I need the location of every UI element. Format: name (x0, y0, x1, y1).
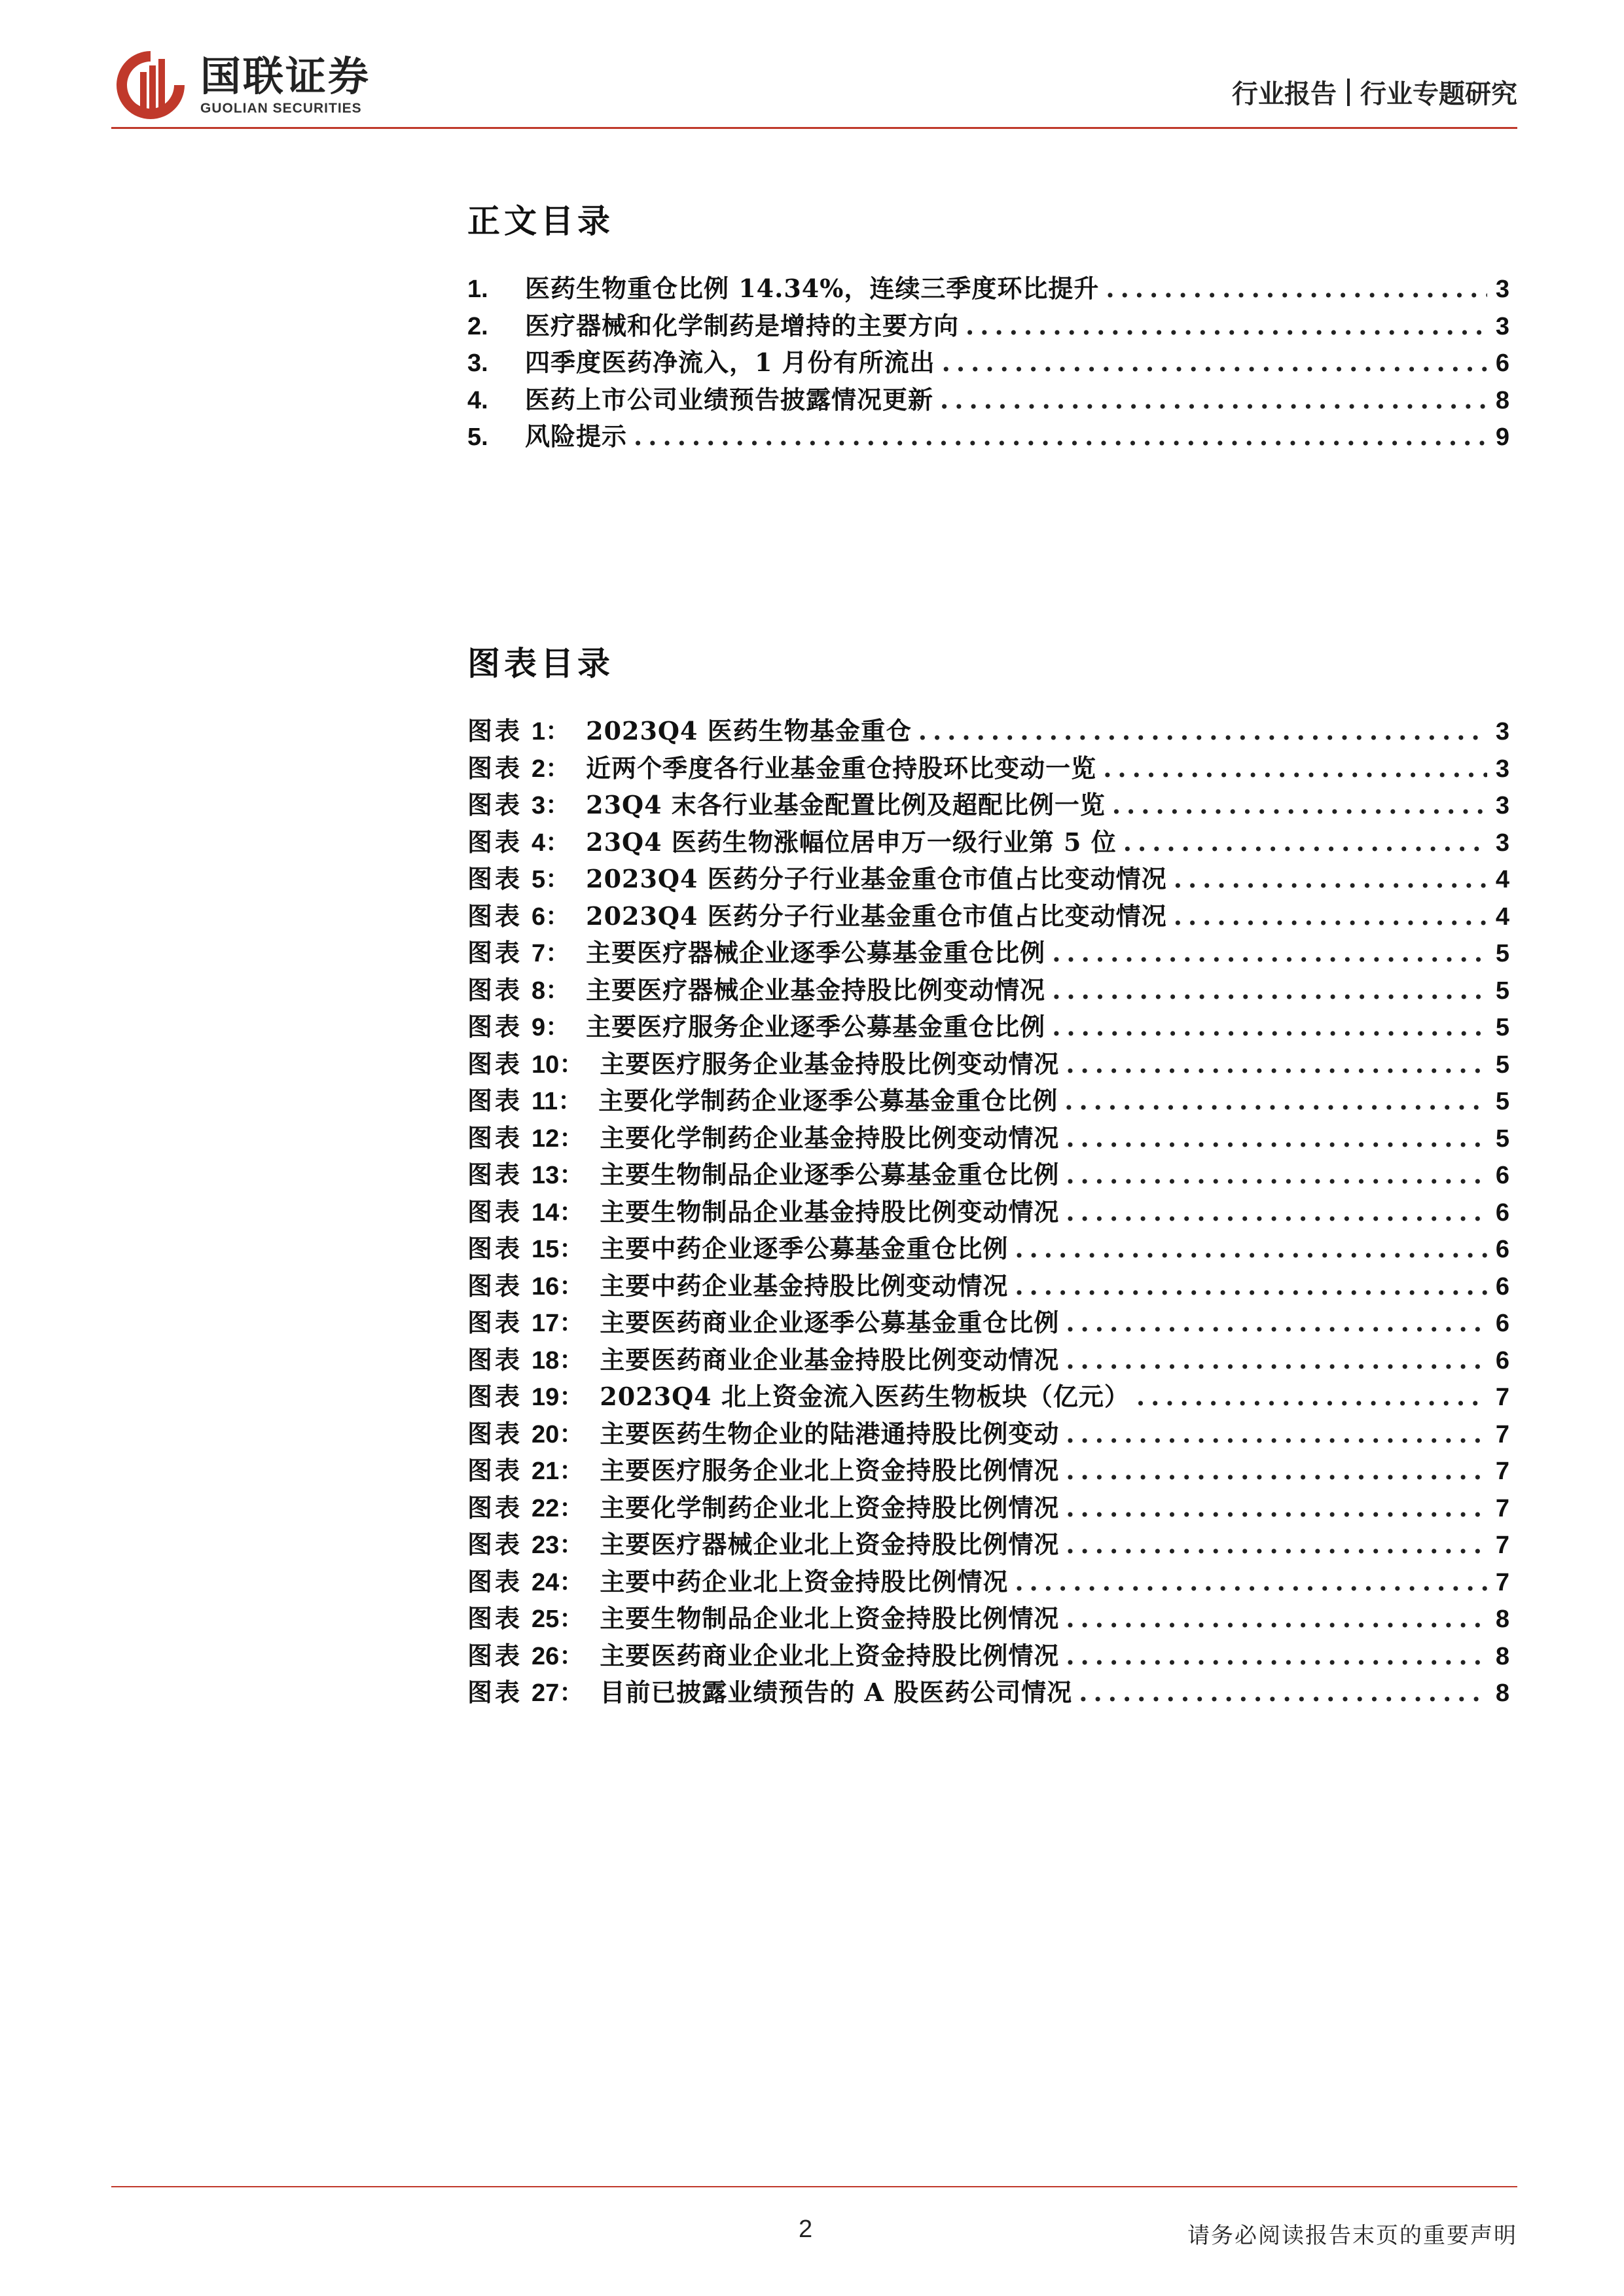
figure-item[interactable] (467, 1229, 1509, 1266)
figure-prefix: 图表 (467, 1086, 523, 1115)
figure-item[interactable] (467, 970, 1509, 1007)
figure-item[interactable] (467, 1524, 1509, 1562)
figure-leader-dots (1066, 1456, 1487, 1485)
figure-item[interactable] (467, 859, 1509, 896)
toc-item[interactable] (467, 342, 1509, 380)
toc-item-label: 医药上市公司业绩预告披露情况更新 (525, 384, 934, 414)
figure-leader-dots (918, 716, 1487, 745)
figure-label: 主要医疗器械企业逐季公募基金重仓比例 (586, 938, 1046, 967)
figure-page: 7 (1495, 1420, 1509, 1448)
figure-colon: ： (559, 1270, 585, 1300)
figure-prefix: 图表 (467, 1049, 523, 1079)
figure-prefix: 图表 (467, 938, 523, 967)
figure-leader-dots (1103, 753, 1487, 783)
figure-leader-dots (1066, 1604, 1487, 1633)
figure-page: 5 (1495, 977, 1509, 1005)
figure-page: 3 (1495, 718, 1509, 745)
figure-item[interactable] (467, 1340, 1509, 1377)
figure-item[interactable] (467, 785, 1509, 822)
figure-item[interactable] (467, 1450, 1509, 1488)
figure-number: 25 (532, 1605, 560, 1633)
figure-page: 6 (1495, 1346, 1509, 1374)
toc-item[interactable] (467, 306, 1509, 343)
figure-leader-dots (1174, 864, 1487, 893)
figure-page: 8 (1495, 1679, 1509, 1707)
figure-number: 18 (532, 1346, 560, 1374)
figure-item[interactable] (467, 1562, 1509, 1599)
figure-leader-dots (1066, 1419, 1487, 1448)
figure-page: 6 (1495, 1272, 1509, 1300)
figure-prefix: 图表 (467, 1604, 523, 1633)
figure-item[interactable] (467, 711, 1509, 748)
figure-page: 6 (1495, 1236, 1509, 1263)
figure-number: 26 (532, 1642, 560, 1670)
figure-page: 8 (1495, 1642, 1509, 1670)
figure-number: 5 (532, 866, 546, 893)
toc-leader-dots (965, 311, 1487, 340)
toc-item-page: 3 (1495, 312, 1509, 340)
figure-prefix: 图表 (467, 1308, 523, 1337)
figure-label: 近两个季度各行业基金重仓持股环比变动一览 (586, 753, 1097, 783)
figure-colon: ： (559, 1566, 585, 1596)
guolian-logo-icon (111, 46, 190, 124)
figure-prefix: 图表 (467, 1012, 523, 1041)
figure-prefix: 图表 (467, 716, 523, 745)
toc-item-label: 四季度医药净流入，1 月份有所流出 (525, 348, 935, 377)
figure-number: 12 (532, 1124, 560, 1153)
report-type: 行业报告 (1232, 79, 1337, 109)
figure-label: 2023Q4 医药分子行业基金重仓市值占比变动情况 (586, 864, 1167, 893)
figure-colon: ： (559, 1160, 585, 1189)
figure-colon: ： (559, 1049, 585, 1079)
figure-label: 主要医药商业企业北上资金持股比例情况 (600, 1640, 1060, 1670)
toc-item-label: 医药生物重仓比例 14.34%，连续三季度环比提升 (525, 274, 1100, 303)
figure-item[interactable] (467, 896, 1509, 933)
figure-leader-dots (1066, 1345, 1487, 1374)
figure-leader-dots (1066, 1530, 1487, 1559)
figure-number: 7 (532, 940, 546, 967)
figure-number: 21 (532, 1458, 560, 1485)
figure-label: 主要生物制品企业北上资金持股比例情况 (600, 1604, 1060, 1633)
figure-prefix: 图表 (467, 1566, 523, 1596)
figure-prefix: 图表 (467, 1196, 523, 1227)
figure-colon: ： (559, 1604, 585, 1633)
figure-label: 主要医疗服务企业基金持股比例变动情况 (600, 1049, 1060, 1079)
figure-item[interactable] (467, 1598, 1509, 1636)
figure-leader-dots (1064, 1086, 1487, 1115)
figure-page: 7 (1495, 1532, 1509, 1559)
figure-colon: ： (559, 1492, 585, 1522)
figure-leader-dots (1079, 1677, 1487, 1707)
header-divider (111, 127, 1517, 129)
figure-page: 5 (1495, 1088, 1509, 1115)
figure-number: 27 (532, 1679, 560, 1707)
figure-colon: ： (545, 827, 571, 857)
figure-label: 2023Q4 医药分子行业基金重仓市值占比变动情况 (586, 901, 1167, 931)
figure-prefix: 图表 (467, 790, 523, 819)
toc-item-label: 医疗器械和化学制药是增持的主要方向 (525, 310, 960, 340)
page-header (111, 39, 1517, 131)
figure-leader-dots (1174, 901, 1487, 931)
figure-number: 15 (532, 1236, 560, 1263)
figure-item[interactable] (467, 1118, 1509, 1155)
figure-page: 6 (1495, 1162, 1509, 1189)
figure-page: 3 (1495, 792, 1509, 819)
figure-prefix: 图表 (467, 1456, 523, 1485)
figure-label: 主要中药企业逐季公募基金重仓比例 (600, 1234, 1009, 1263)
toc-leader-dots (1106, 274, 1487, 303)
figure-page: 7 (1495, 1384, 1509, 1411)
figure-colon: ： (545, 716, 571, 745)
header-separator (1347, 79, 1350, 106)
figure-number: 9 (532, 1014, 546, 1041)
figure-item[interactable] (467, 1488, 1509, 1525)
figure-number: 1 (532, 718, 546, 745)
logo-chinese-name: 国联证券 (200, 52, 371, 100)
figure-colon: ： (545, 975, 571, 1005)
figure-label: 2023Q4 北上资金流入医药生物板块（亿元） (600, 1382, 1130, 1411)
toc-list (467, 268, 1509, 454)
figure-item[interactable] (467, 1636, 1509, 1673)
figure-item[interactable] (467, 748, 1509, 785)
figure-page: 7 (1495, 1568, 1509, 1596)
figure-number: 23 (532, 1532, 560, 1559)
figure-leader-dots (1066, 1197, 1487, 1227)
figure-colon: ： (559, 1530, 585, 1559)
figure-number: 4 (532, 829, 546, 857)
figure-item[interactable] (467, 1081, 1509, 1118)
figure-leader-dots (1066, 1493, 1487, 1522)
figure-colon: ： (545, 1012, 571, 1041)
figure-colon: ： (558, 1086, 583, 1115)
figure-item[interactable] (467, 1266, 1509, 1303)
figure-label: 主要医药生物企业的陆港通持股比例变动 (600, 1418, 1060, 1448)
figure-number: 17 (532, 1310, 560, 1337)
toc-item[interactable] (467, 416, 1509, 454)
figure-label: 主要化学制药企业基金持股比例变动情况 (600, 1122, 1060, 1153)
figure-item[interactable] (467, 822, 1509, 859)
figure-prefix: 图表 (467, 1530, 523, 1559)
figure-number: 19 (532, 1384, 560, 1411)
toc-item-number: 2. (467, 312, 488, 340)
figure-colon: ： (559, 1418, 585, 1448)
figure-label: 23Q4 末各行业基金配置比例及超配比例一览 (586, 790, 1106, 819)
figure-colon: ： (559, 1640, 585, 1670)
figure-prefix: 图表 (467, 753, 523, 783)
toc-item-label: 风险提示 (525, 422, 628, 451)
figure-prefix: 图表 (467, 901, 523, 931)
company-logo (111, 39, 370, 131)
toc-item-number: 4. (467, 386, 488, 414)
figure-leader-dots (1066, 1641, 1487, 1670)
figure-prefix: 图表 (467, 827, 523, 857)
figure-leader-dots (1052, 1012, 1487, 1041)
figure-page: 6 (1495, 1198, 1509, 1227)
toc-leader-dots (634, 422, 1487, 451)
figure-colon: ： (559, 1234, 585, 1263)
figure-leader-dots (1112, 790, 1487, 819)
figure-label: 主要医药商业企业逐季公募基金重仓比例 (600, 1308, 1060, 1337)
figure-page: 5 (1495, 1124, 1509, 1153)
figure-item[interactable] (467, 1044, 1509, 1081)
figure-prefix: 图表 (467, 1160, 523, 1189)
figure-colon: ： (559, 1308, 585, 1337)
figure-prefix: 图表 (467, 1122, 523, 1153)
figures-title: 图表目录 (467, 644, 614, 683)
figure-colon: ： (559, 1196, 585, 1227)
figure-item[interactable] (467, 1302, 1509, 1340)
figure-leader-dots (1052, 975, 1487, 1005)
figure-label: 主要化学制药企业北上资金持股比例情况 (600, 1492, 1060, 1522)
figure-page: 8 (1495, 1605, 1509, 1633)
figure-colon: ： (545, 864, 571, 893)
figure-item[interactable] (467, 1376, 1509, 1414)
figure-label: 主要生物制品企业逐季公募基金重仓比例 (600, 1160, 1060, 1189)
figure-prefix: 图表 (467, 1418, 523, 1448)
figure-item[interactable] (467, 1192, 1509, 1229)
figure-label: 主要生物制品企业基金持股比例变动情况 (600, 1196, 1060, 1227)
figure-number: 2 (532, 755, 546, 783)
figure-item[interactable] (467, 1007, 1509, 1044)
figure-number: 6 (532, 903, 546, 931)
toc-leader-dots (942, 348, 1487, 377)
toc-item-number: 5. (467, 423, 488, 451)
figure-leader-dots (1015, 1234, 1487, 1263)
figure-prefix: 图表 (467, 1640, 523, 1670)
figure-prefix: 图表 (467, 1270, 523, 1300)
figure-leader-dots (1066, 1308, 1487, 1337)
figure-number: 14 (532, 1198, 560, 1227)
toc-item-page: 9 (1495, 423, 1509, 451)
figure-page: 5 (1495, 940, 1509, 967)
figure-number: 10 (532, 1050, 560, 1079)
figure-label: 主要中药企业基金持股比例变动情况 (600, 1270, 1009, 1300)
figure-number: 20 (532, 1420, 560, 1448)
figure-label: 23Q4 医药生物涨幅位居申万一级行业第 5 位 (586, 827, 1117, 857)
figure-label: 主要医疗器械企业基金持股比例变动情况 (586, 975, 1046, 1005)
figure-page: 4 (1495, 866, 1509, 893)
figure-number: 24 (532, 1568, 560, 1596)
figure-number: 11 (532, 1088, 558, 1115)
figure-prefix: 图表 (467, 1344, 523, 1374)
figure-page: 3 (1495, 829, 1509, 857)
figure-page: 3 (1495, 755, 1509, 783)
footer-divider (111, 2186, 1517, 2187)
figure-prefix: 图表 (467, 975, 523, 1005)
figure-leader-dots (1136, 1382, 1487, 1411)
figure-colon: ： (545, 901, 571, 931)
figure-label: 主要医疗服务企业北上资金持股比例情况 (600, 1456, 1060, 1485)
toc-item-page: 6 (1495, 350, 1509, 377)
figure-page: 6 (1495, 1310, 1509, 1337)
figure-prefix: 图表 (467, 1234, 523, 1263)
figure-page: 5 (1495, 1050, 1509, 1079)
figure-colon: ： (559, 1344, 585, 1374)
figure-page: 7 (1495, 1494, 1509, 1522)
figure-item[interactable] (467, 1155, 1509, 1192)
logo-english-name: GUOLIAN SECURITIES (200, 101, 362, 116)
page-number: 2 (799, 2215, 813, 2243)
toc-item-number: 1. (467, 276, 488, 303)
toc-item-number: 3. (467, 350, 488, 377)
figure-colon: ： (545, 753, 571, 783)
figure-item[interactable] (467, 1672, 1509, 1710)
figure-prefix: 图表 (467, 864, 523, 893)
report-subtype: 行业专题研究 (1360, 79, 1517, 109)
figure-colon: ： (545, 938, 571, 967)
figure-label: 目前已披露业绩预告的 A 股医药公司情况 (600, 1677, 1073, 1707)
toc-title: 正文目录 (467, 202, 614, 240)
figure-colon: ： (559, 1382, 585, 1411)
figure-number: 16 (532, 1272, 560, 1300)
figure-number: 3 (532, 792, 546, 819)
figure-leader-dots (1066, 1123, 1487, 1153)
figure-prefix: 图表 (467, 1677, 523, 1707)
figure-label: 主要化学制药企业逐季公募基金重仓比例 (598, 1086, 1058, 1115)
toc-item[interactable] (467, 268, 1509, 306)
figure-label: 2023Q4 医药生物基金重仓 (586, 716, 912, 745)
report-category (1232, 73, 1517, 111)
figure-leader-dots (1052, 938, 1487, 967)
toc-item-page: 3 (1495, 276, 1509, 303)
toc-item-page: 8 (1495, 386, 1509, 414)
figure-leader-dots (1123, 827, 1487, 857)
figure-prefix: 图表 (467, 1492, 523, 1522)
figure-leader-dots (1015, 1567, 1487, 1596)
figure-colon: ： (559, 1122, 585, 1153)
toc-item[interactable] (467, 380, 1509, 417)
figure-page: 5 (1495, 1014, 1509, 1041)
figure-label: 主要中药企业北上资金持股比例情况 (600, 1566, 1009, 1596)
disclaimer-note: 请务必阅读报告末页的重要声明 (1187, 2223, 1517, 2249)
figure-label: 主要医药商业企业基金持股比例变动情况 (600, 1344, 1060, 1374)
figure-page: 7 (1495, 1458, 1509, 1485)
figure-item[interactable] (467, 933, 1509, 970)
figure-number: 13 (532, 1162, 560, 1189)
figure-item[interactable] (467, 1414, 1509, 1451)
figure-leader-dots (1066, 1160, 1487, 1189)
figure-number: 8 (532, 977, 546, 1005)
figure-prefix: 图表 (467, 1382, 523, 1411)
figure-label: 主要医疗服务企业逐季公募基金重仓比例 (586, 1012, 1046, 1041)
toc-leader-dots (940, 385, 1487, 414)
figure-page: 4 (1495, 903, 1509, 931)
figure-leader-dots (1015, 1271, 1487, 1300)
figure-label: 主要医疗器械企业北上资金持股比例情况 (600, 1530, 1060, 1559)
figure-leader-dots (1066, 1049, 1487, 1079)
figure-colon: ： (545, 790, 571, 819)
figure-colon: ： (559, 1677, 585, 1707)
figure-colon: ： (559, 1456, 585, 1485)
figures-list (467, 711, 1509, 1710)
figure-number: 22 (532, 1494, 560, 1522)
